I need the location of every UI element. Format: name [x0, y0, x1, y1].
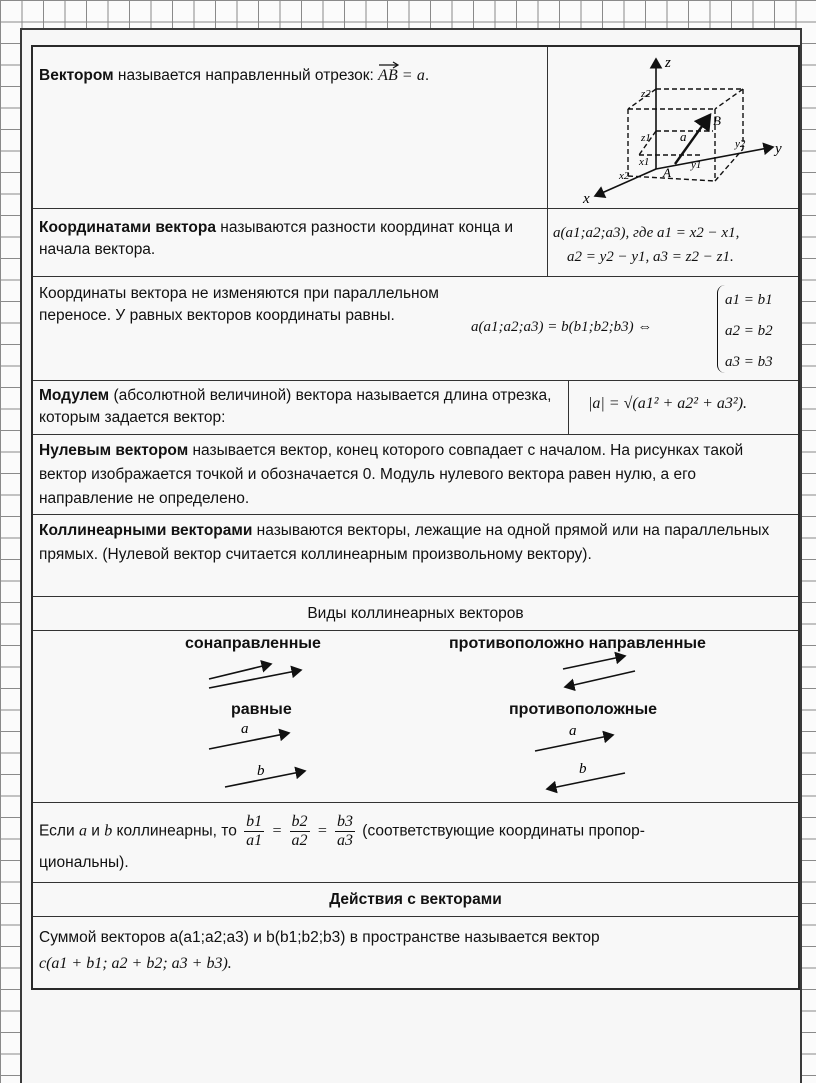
label-y2: y2 — [735, 138, 746, 150]
collinear-kinds-svg — [33, 631, 798, 803]
label-point-b: B — [713, 113, 721, 128]
opposite-vec-a-label: a — [569, 723, 577, 739]
label-y: y — [775, 141, 782, 157]
vector-definition-text: Вектором называется направленный отрезок: AB = a. — [39, 65, 544, 87]
row-modulus — [33, 381, 798, 435]
opposite-dir-arrow-1 — [563, 656, 625, 669]
label-opposite-directed: противоположно направленные — [449, 635, 706, 652]
label-opposite: противоположные — [509, 701, 658, 718]
fraction-1: $\frac{b1}{a1}$ — [246, 813, 263, 849]
label-x2: x2 — [619, 170, 630, 182]
opposite-dir-arrow-2 — [565, 671, 635, 687]
column-divider — [547, 47, 548, 208]
codirected-arrow-1 — [209, 664, 271, 679]
equal-vec-b-label: b — [257, 763, 265, 779]
coordinate-diagram — [563, 51, 793, 205]
row-invariance — [33, 277, 798, 381]
invariance-text: Координаты вектора не изменяются при параллельном переносе. У равных векторов координаты равны. — [39, 285, 439, 324]
fraction-2: $\frac{b2}{a2}$ — [291, 813, 308, 849]
proportional-text: Если a и b коллинеарны, то $\frac{b1}{a1}$ = $\frac{b2}{a2}$ = $\frac{b3}{a3}$ (соответствующие координаты пропор- циональны). — [39, 813, 645, 871]
collinear-text: Коллинеарными векторами называются векторы, лежащие на одной прямой или на параллельных прямых. (Нулевой вектор считается коллинеарным произвольному вектору). — [39, 522, 770, 563]
coordinates-text: Координатами вектора называются разности координат конца и начала вектора. — [39, 219, 514, 258]
term-zero-vector: Нулевым вектором — [39, 442, 189, 459]
vector-ab: AB — [378, 67, 402, 84]
term-collinear: Коллинеарными векторами — [39, 522, 253, 539]
zero-vector-text: Нулевым вектором называется вектор, конец которого совпадает с началом. На рисунках такой вектор изображается точкой и обозначается 0. Модуль нулевого вектора равен нулю, а его направление не определено. — [39, 442, 744, 507]
term-modulus: Модулем — [39, 387, 110, 404]
fraction-3: $\frac{b3}{a3}$ — [336, 813, 353, 849]
label-y1: y1 — [691, 159, 702, 171]
modulus-formula: |a| = √(a1² + a2² + a3²). — [588, 395, 748, 412]
equals-sign: = — [401, 67, 413, 84]
coordinate-system: a1 = b1 a2 = b2 a3 = b3 — [725, 292, 773, 370]
label-z1: z1 — [641, 132, 651, 144]
row-zero-vector — [33, 435, 798, 515]
label-x: x — [583, 191, 590, 205]
actions-header: Действия с векторами — [329, 891, 502, 908]
modulus-text: Модулем (абсолютной величиной) вектора называется длина отрезка, которым задается вектор: — [39, 387, 552, 426]
row-kinds-illustrations — [33, 631, 798, 803]
row-actions-header — [33, 883, 798, 917]
row-sum — [33, 917, 798, 988]
opposite-vec-b-label: b — [579, 761, 587, 777]
definition-text: называется направленный отрезок: — [113, 67, 374, 84]
reference-card — [31, 45, 800, 990]
equal-arrow-b — [225, 771, 305, 787]
row-vector-coordinates — [33, 209, 798, 277]
sum-text: Суммой векторов a(a1;a2;a3) и b(b1;b2;b3) в пространстве называется вектор c(a1 + b1; a2 + b2; a3 + b3). — [39, 929, 600, 972]
codirected-arrow-2 — [209, 670, 301, 688]
label-x1: x1 — [639, 156, 650, 168]
equal-arrow-a — [209, 733, 289, 749]
label-z2: z2 — [641, 88, 651, 100]
row-collinear — [33, 515, 798, 597]
label-z: z — [665, 55, 671, 71]
coordinates-formula: a(a1;a2;a3), где a1 = x2 − x1, a2 = y2 − y1, a3 = z2 − z1. — [553, 225, 740, 265]
label-codirected: сонаправленные — [185, 635, 321, 652]
row-proportional — [33, 803, 798, 883]
term-vector: Вектором — [39, 67, 114, 84]
label-vector-a: a — [680, 129, 687, 144]
label-equal: равные — [231, 701, 292, 718]
kinds-header: Виды коллинеарных векторов — [307, 605, 524, 622]
equal-vec-a-label: a — [241, 721, 249, 737]
row-vector-definition — [33, 47, 798, 209]
label-point-a: A — [663, 165, 671, 180]
row-kinds-header — [33, 597, 798, 631]
equality-formula: a(a1;a2;a3) = b(b1;b2;b3) ⇔ — [471, 319, 653, 335]
term-coordinates: Координатами вектора — [39, 219, 216, 236]
vector-a: a — [416, 67, 425, 84]
